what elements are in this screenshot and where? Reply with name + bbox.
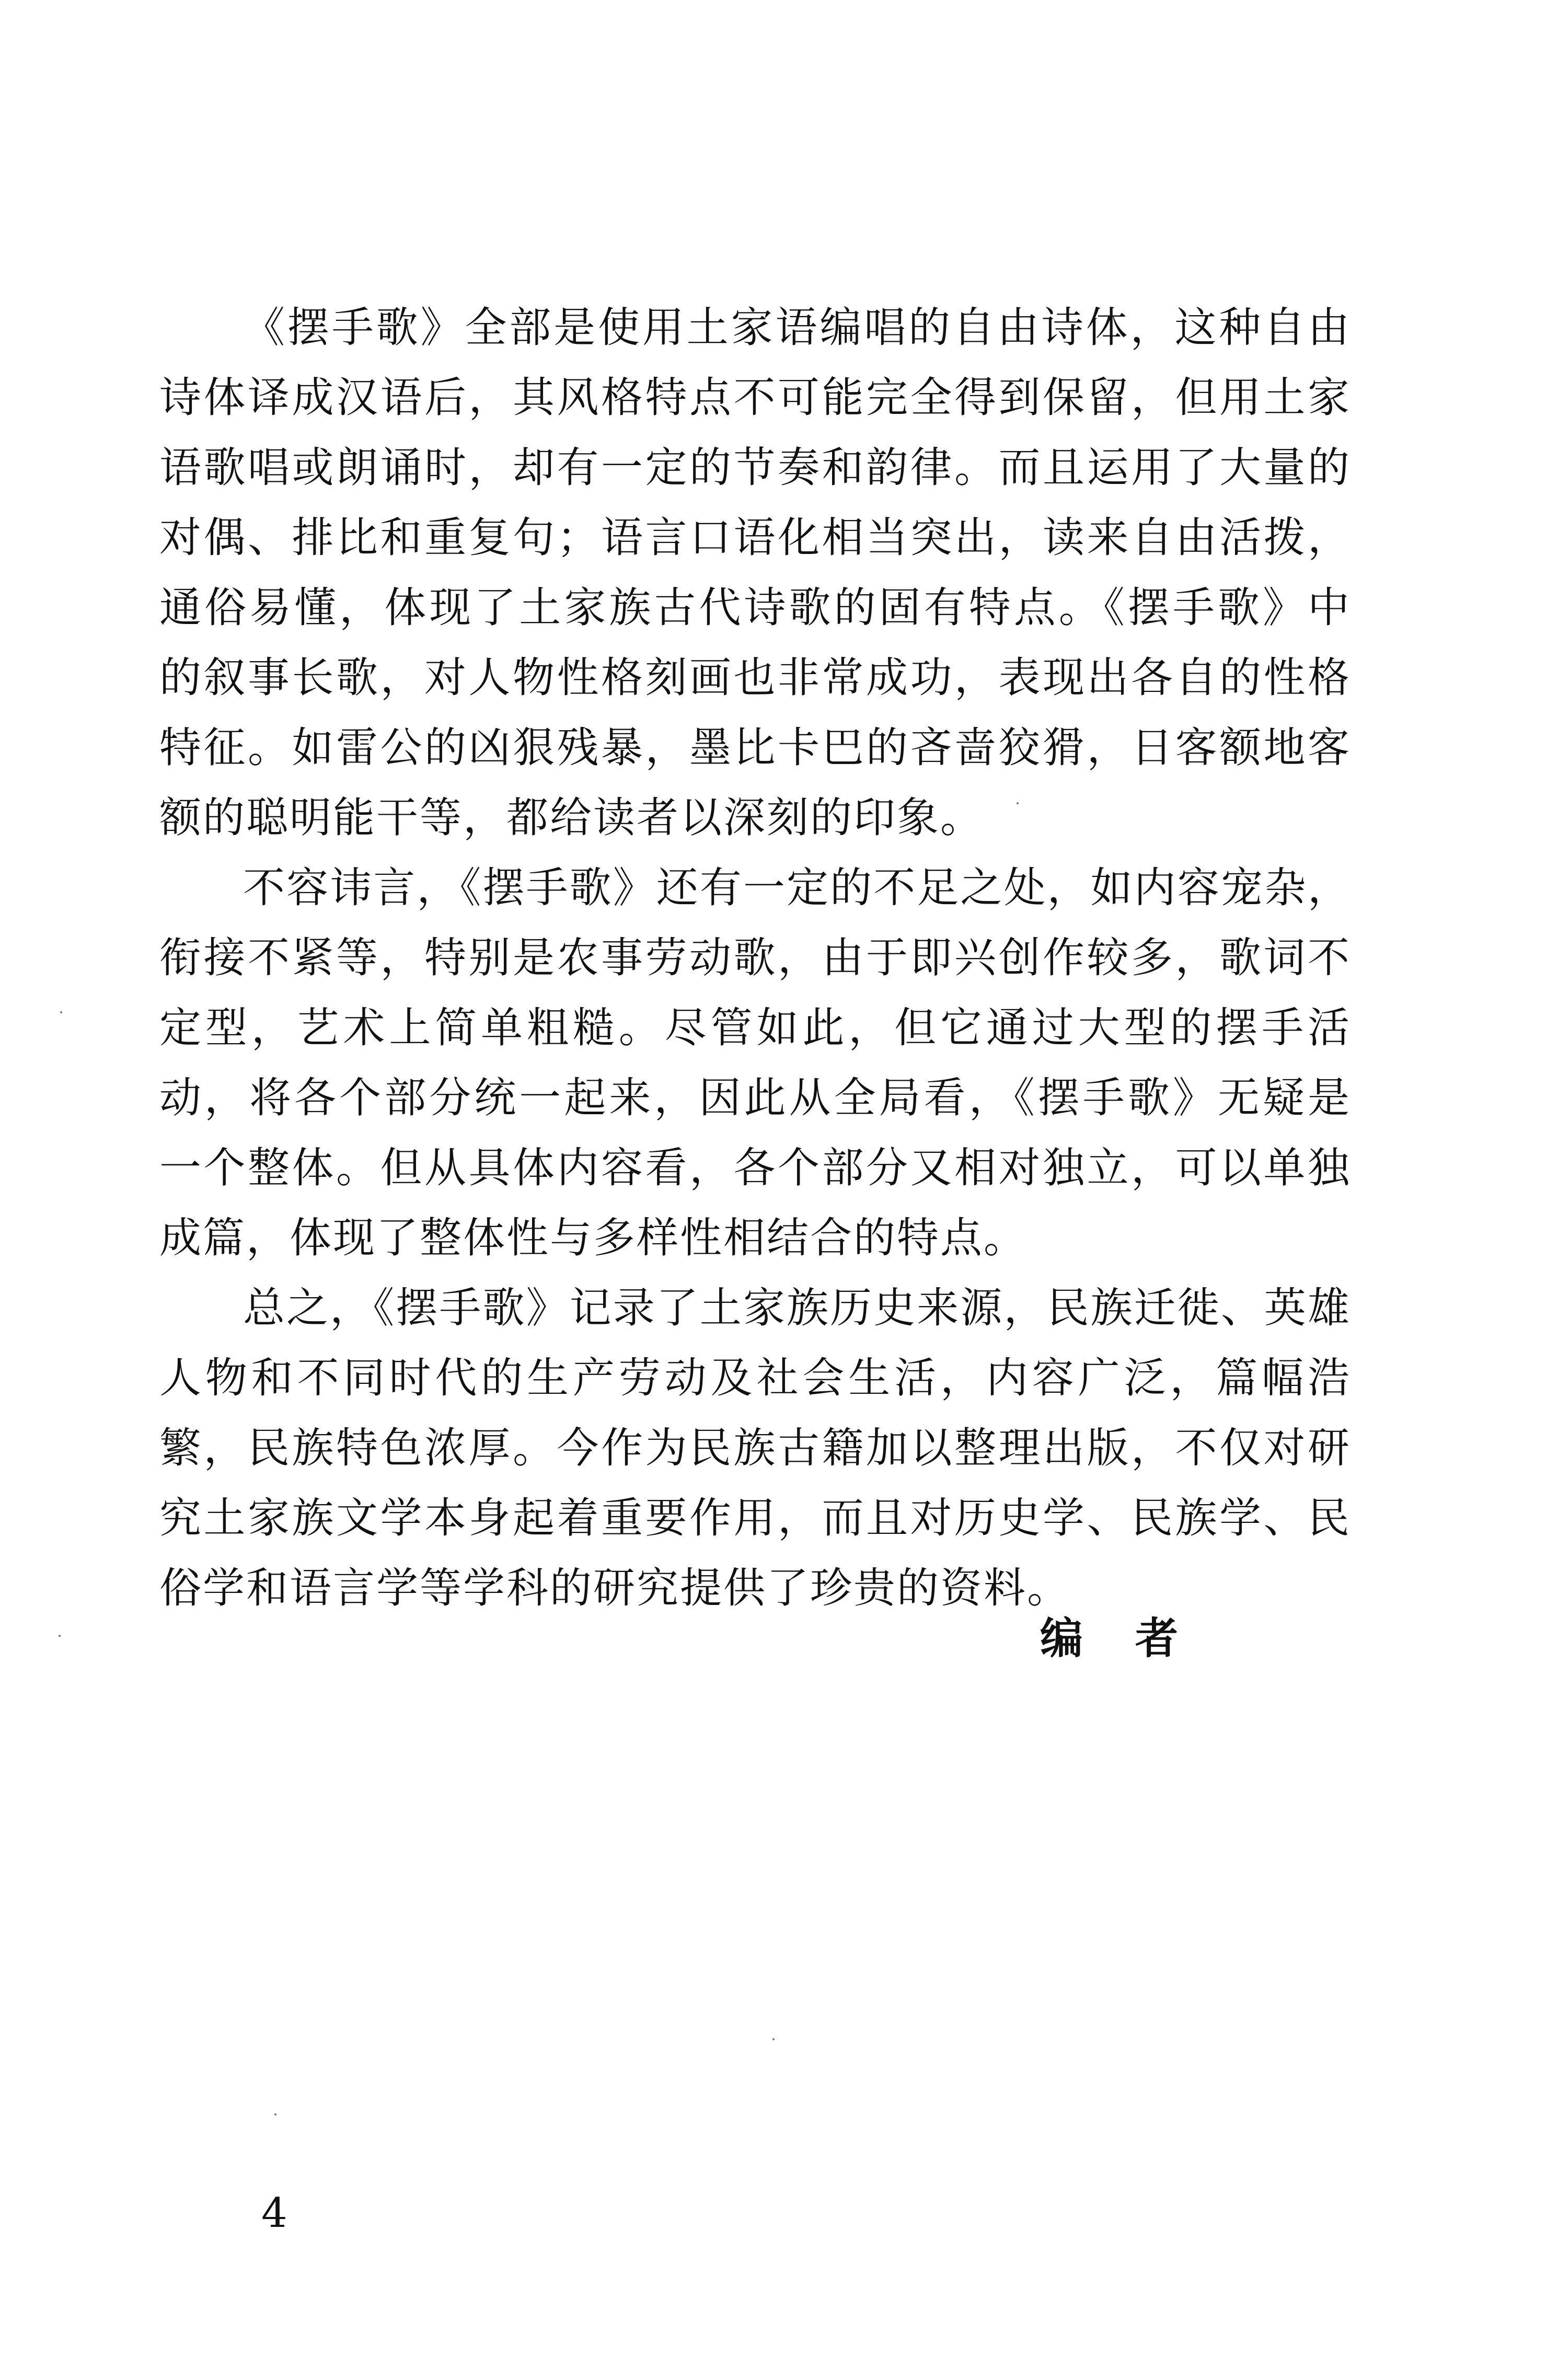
scan-speck (59, 1635, 61, 1637)
paragraph-2: 不容讳言，《摆手歌》还有一定的不足之处，如内容宠杂，衔接不紧等，特别是农事劳动歌，由于即兴创作较多，歌词不定型，艺术上简单粗糙。尽管如此，但它通过大型的摆手活动，将各个部分统一起来，因此从全局看，《摆手歌》无疑是一个整体。但从具体内容看，各个部分又相对独立，可以单独成篇，体现了整体性与多样性相结合的特点。 (159, 863, 1351, 1262)
page-number: 4 (261, 2190, 287, 2237)
scan-speck (772, 2038, 775, 2040)
paragraph-3: 总之，《摆手歌》记录了土家族历史来源，民族迁徙、英雄人物和不同时代的生产劳动及社会生活，内容广泛，篇幅浩繁，民族特色浓厚。今作为民族古籍加以整理出版，不仅对研究土家族文学本身起着重要作用，而且对历史学、民族学、民俗学和语言学等学科的研究提供了珍贵的资料。 (159, 1284, 1351, 1612)
body-text (159, 293, 1351, 1623)
paragraph-1: 《摆手歌》全部是使用土家语编唱的自由诗体，这种自由诗体译成汉语后，其风格特点不可能完全得到保留，但用土家语歌唱或朗诵时，却有一定的节奏和韵律。而且运用了大量的对偶、排比和重复句；语言口语化相当突出，读来自由活拨，通俗易懂，体现了土家族古代诗歌的固有特点。《摆手歌》中的叙事长歌，对人物性格刻画也非常成功，表现出各自的性格特征。如雷公的凶狠残暴，墨比卡巴的吝啬狡猾，日客额地客额的聪明能干等，都给读者以深刻的印象。 (159, 303, 1351, 842)
scan-speck (274, 2113, 276, 2116)
scan-speck (1017, 802, 1019, 804)
author-signature: 编者 (1040, 1613, 1231, 1663)
scan-speck (60, 1011, 62, 1013)
